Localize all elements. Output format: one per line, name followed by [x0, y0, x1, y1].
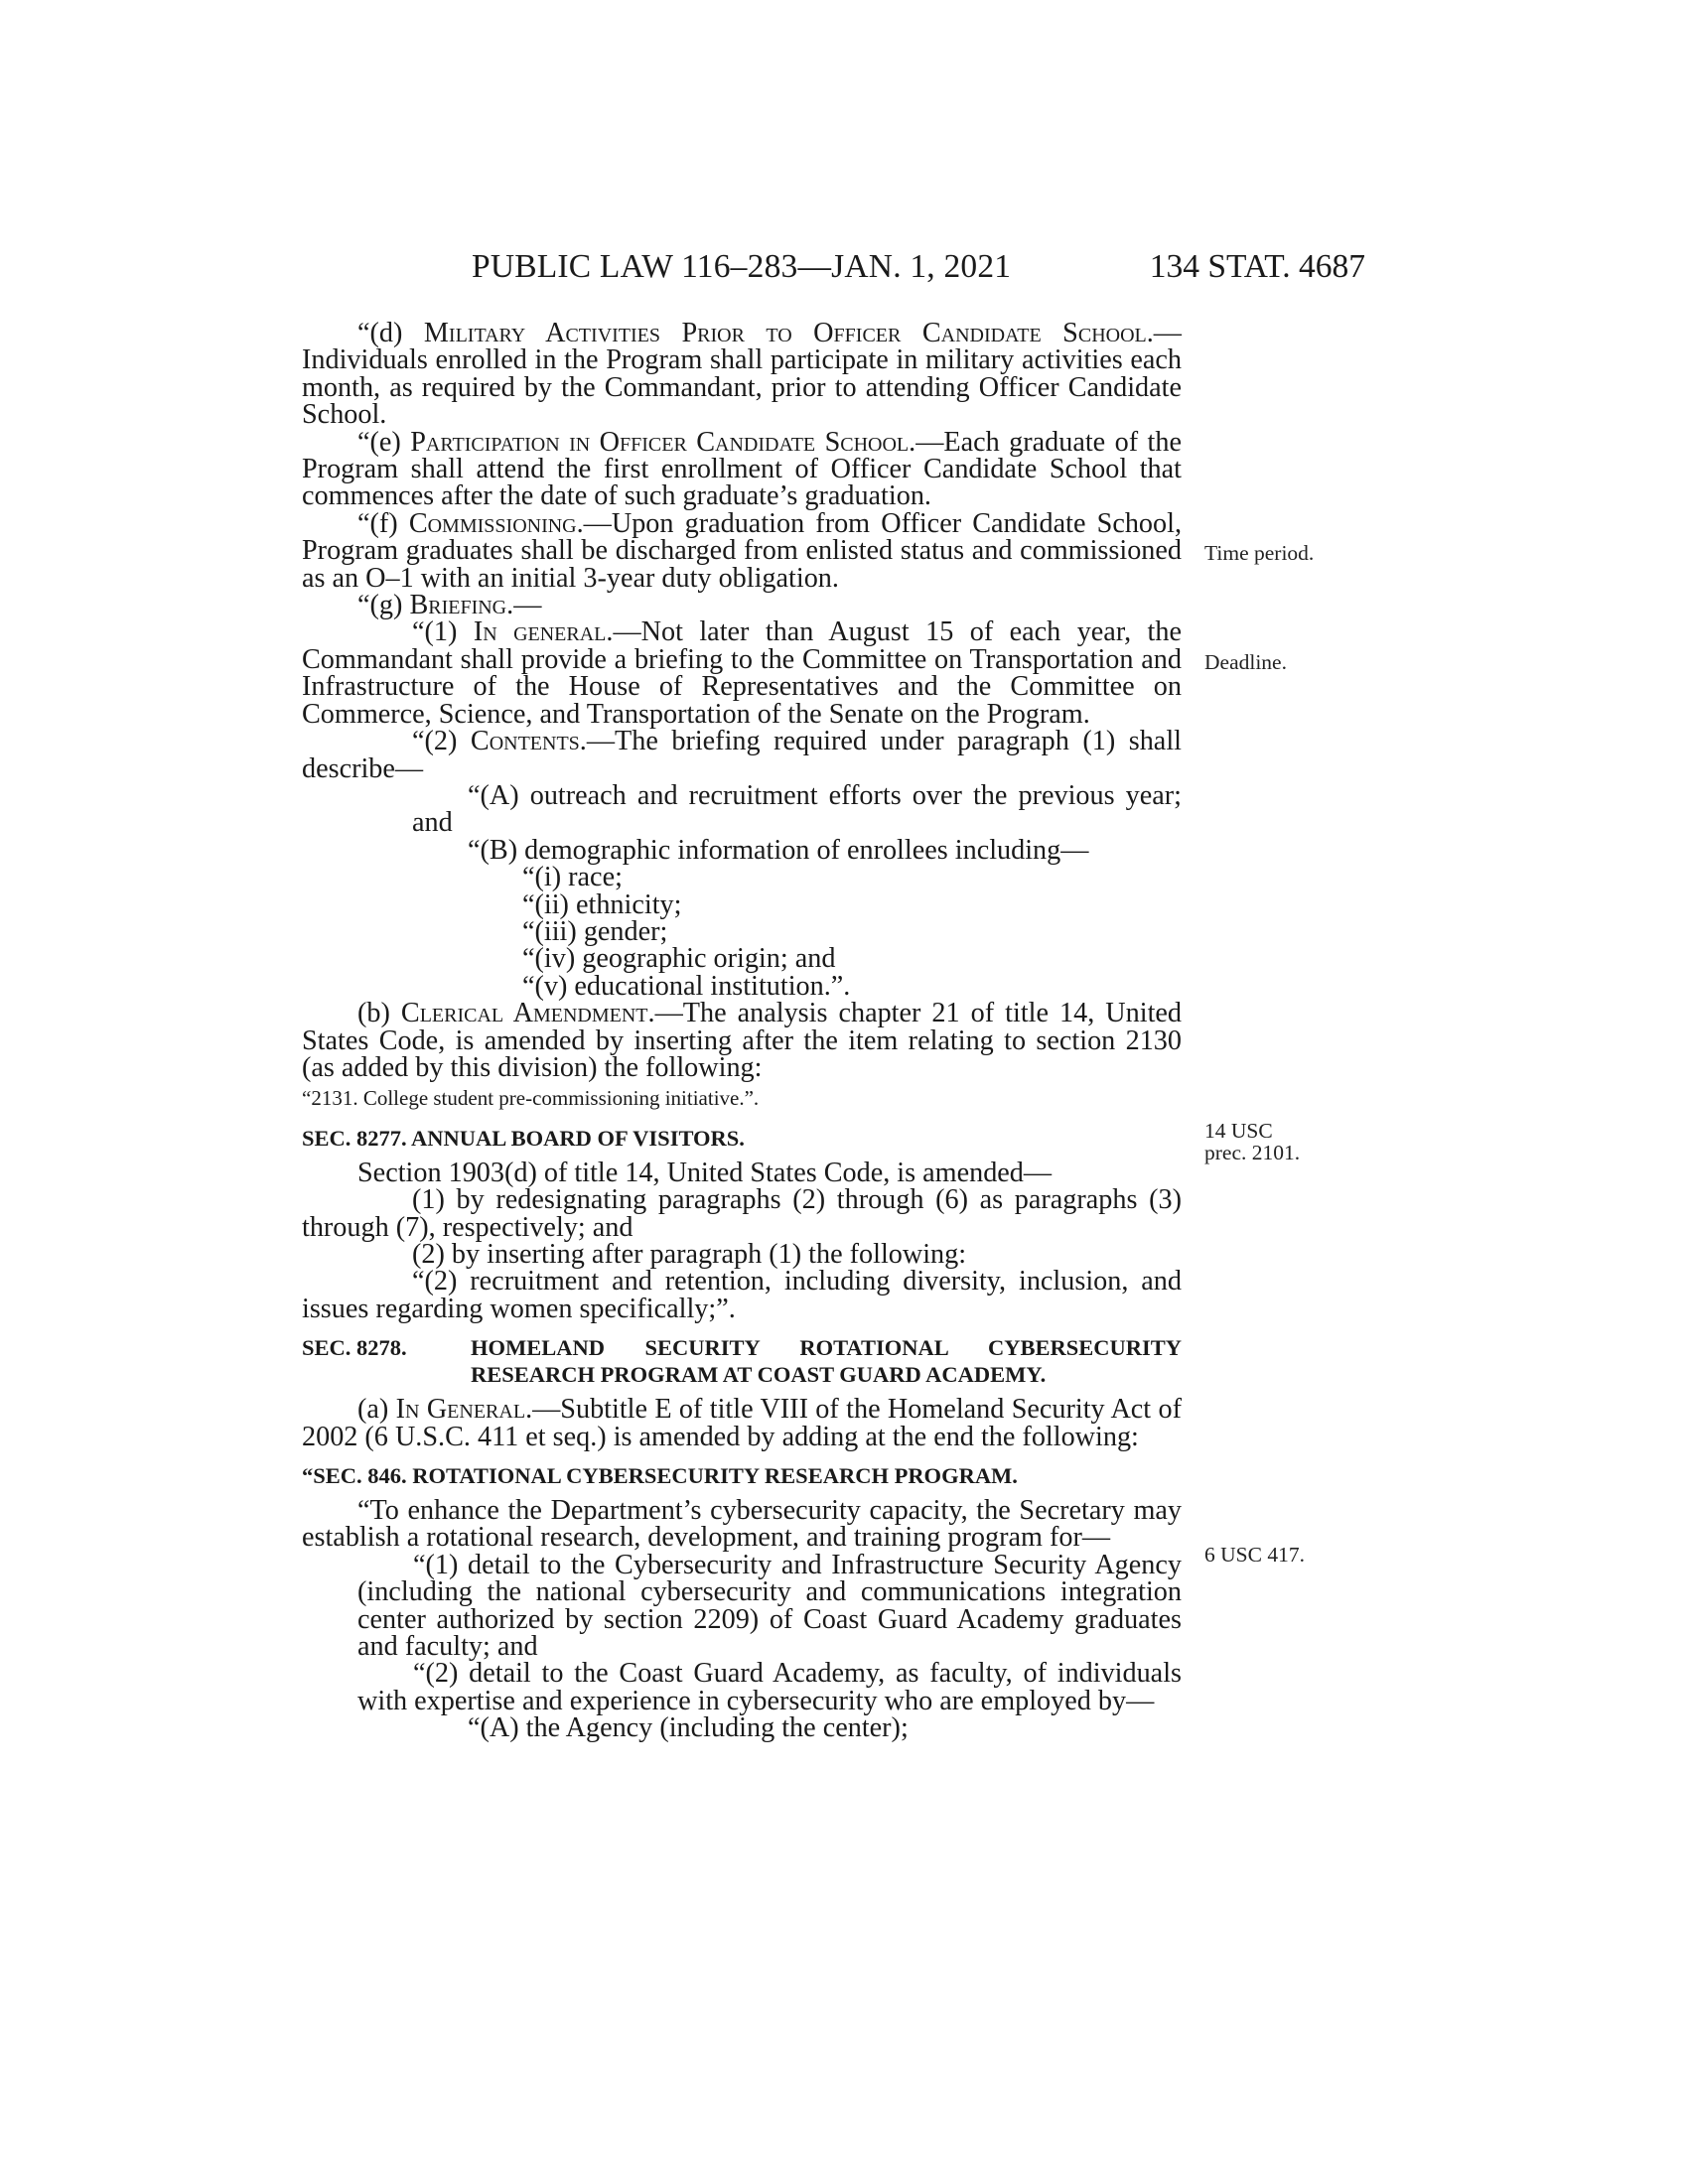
paragraph-g-lead: “(g) [357, 590, 410, 621]
paragraph-b-heading: Clerical Amendment [400, 998, 648, 1029]
section-8278-a-lead: (a) [357, 1394, 396, 1426]
paragraph-g2 [302, 728, 1182, 782]
paragraph-giv: “(iv) geographic origin; and [522, 943, 836, 975]
section-8277-item2: (2) by inserting after paragraph (1) the following: [412, 1239, 967, 1270]
section-8278-a [302, 1396, 1182, 1450]
paragraph-e-lead: “(e) [357, 426, 411, 458]
paragraph-g1-heading: In general [473, 616, 607, 648]
margin-note-usc-prec-line2: prec. 2101. [1204, 1141, 1301, 1164]
paragraph-gi: “(i) race; [522, 862, 623, 893]
paragraph-d-lead: “(d) [357, 318, 424, 348]
paragraph-g [302, 590, 1182, 621]
paragraph-g2-lead: “(2) [412, 726, 471, 757]
paragraph-b-text: .—The analysis chapter 21 of title 14, United States Code, is amended by inserting after the item relating to section 2130 (as added by this division) the following: [302, 998, 1183, 1083]
paragraph-gv: “(v) educational institution.”. [522, 970, 851, 1002]
paragraph-g1-text: .—Not later than August 15 of each year, the Commandant shall provide a briefing to the Committee on Transportation and Infrastructure of the House of Representatives and the Committee on Commerce, Science, and Transportation of the Senate on the Program. [302, 616, 1182, 730]
margin-note-usc-417: 6 USC 417. [1204, 1543, 1305, 1567]
section-8277-item1: (1) by redesignating paragraphs (2) through (6) as paragraphs (3) through (7), respectively; and [302, 1184, 1182, 1243]
section-8278-a-heading: In General [395, 1394, 526, 1426]
paragraph-d [302, 320, 1182, 429]
paragraph-f-text: .—Upon graduation from Officer Candidate School, Program graduates shall be discharged from enlisted status and commissioned as an O–1 with an initial 3-year duty obligation. [302, 507, 1182, 594]
paragraph-e-text: .—Each graduate of the Program shall attend the first enrollment of Officer Candidate School that commences after the date of such graduate’s graduation. [302, 426, 1182, 512]
section-8277-title: SEC. 8277. ANNUAL BOARD OF VISITORS. [302, 1125, 745, 1151]
public-law-title: PUBLIC LAW 116–283—JAN. 1, 2021 [472, 248, 1012, 285]
document-body [302, 320, 1182, 1742]
section-8277-quote: “(2) recruitment and retention, including diversity, inclusion, and issues regarding women specifically;”. [302, 1266, 1182, 1324]
margin-note-time-period: Time period. [1204, 541, 1315, 565]
paragraph-g2-text: .—The briefing required under paragraph (1) shall describe— [302, 726, 1182, 784]
section-8277-intro: Section 1903(d) of title 14, United States Code, is amended— [357, 1157, 1053, 1188]
paragraph-gii: “(ii) ethnicity; [522, 888, 682, 920]
section-846-item1: “(1) detail to the Cybersecurity and Infrastructure Security Agency (including the national cybersecurity and communications integration center authorized by section 2209) of Coast Guard Academy graduates and faculty; and [357, 1549, 1182, 1663]
section-846-itemA: “(A) the Agency (including the center); [468, 1712, 909, 1744]
section-8278-title: HOMELAND SECURITY ROTATIONAL CYBERSECURITY RESEARCH PROGRAM AT COAST GUARD ACADEMY. [471, 1335, 1182, 1388]
paragraph-g-text: .— [506, 590, 542, 621]
margin-note-usc-prec [1204, 1120, 1300, 1163]
paragraph-giii: “(iii) gender; [522, 915, 668, 947]
paragraph-e-heading: Participation in Officer Candidate School [410, 426, 910, 458]
margin-note-usc-prec-line1: 14 USC [1204, 1119, 1273, 1143]
clerical-item: “2131. College student pre-commissioning initiative.”. [302, 1086, 760, 1111]
section-846-title: “SEC. 846. ROTATIONAL CYBERSECURITY RESEARCH PROGRAM. [302, 1463, 1018, 1489]
paragraph-g-heading: Briefing [409, 590, 507, 621]
paragraph-d-text: .—Individuals enrolled in the Program shall participate in military activities each month, as required by the Commandant, prior to attending Officer Candidate School. [302, 318, 1182, 431]
paragraph-gB: “(B) demographic information of enrollees including— [468, 834, 1089, 866]
paragraph-b-lead: (b) [357, 998, 401, 1029]
section-8278-number: SEC. 8278. [302, 1335, 407, 1361]
paragraph-e [302, 426, 1182, 512]
paragraph-b [302, 1000, 1182, 1081]
paragraph-d-heading: Military Activities Prior to Officer Candidate School [423, 318, 1147, 348]
statute-page-number: 134 STAT. 4687 [1149, 248, 1365, 285]
paragraph-gA: “(A) outreach and recruitment efforts over the previous year; and [412, 779, 1182, 839]
paragraph-f-lead: “(f) [357, 507, 409, 539]
paragraph-f [302, 507, 1182, 594]
paragraph-g1 [302, 618, 1182, 728]
page-header [0, 248, 1688, 288]
section-846-intro: “To enhance the Department’s cybersecurity capacity, the Secretary may establish a rotational research, development, and training program for— [302, 1495, 1182, 1554]
section-846-item2: “(2) detail to the Coast Guard Academy, as faculty, of individuals with expertise and experience in cybersecurity who are employed by— [357, 1658, 1182, 1716]
margin-note-deadline: Deadline. [1204, 650, 1287, 674]
section-8278-heading [302, 1334, 1182, 1388]
paragraph-g1-lead: “(1) [412, 616, 474, 648]
paragraph-g2-heading: Contents [470, 726, 580, 757]
section-8278-a-text: .—Subtitle E of title VIII of the Homeland Security Act of 2002 (6 U.S.C. 411 et seq.) is amended by adding at the end the following: [302, 1394, 1182, 1452]
paragraph-f-heading: Commissioning [408, 507, 577, 539]
